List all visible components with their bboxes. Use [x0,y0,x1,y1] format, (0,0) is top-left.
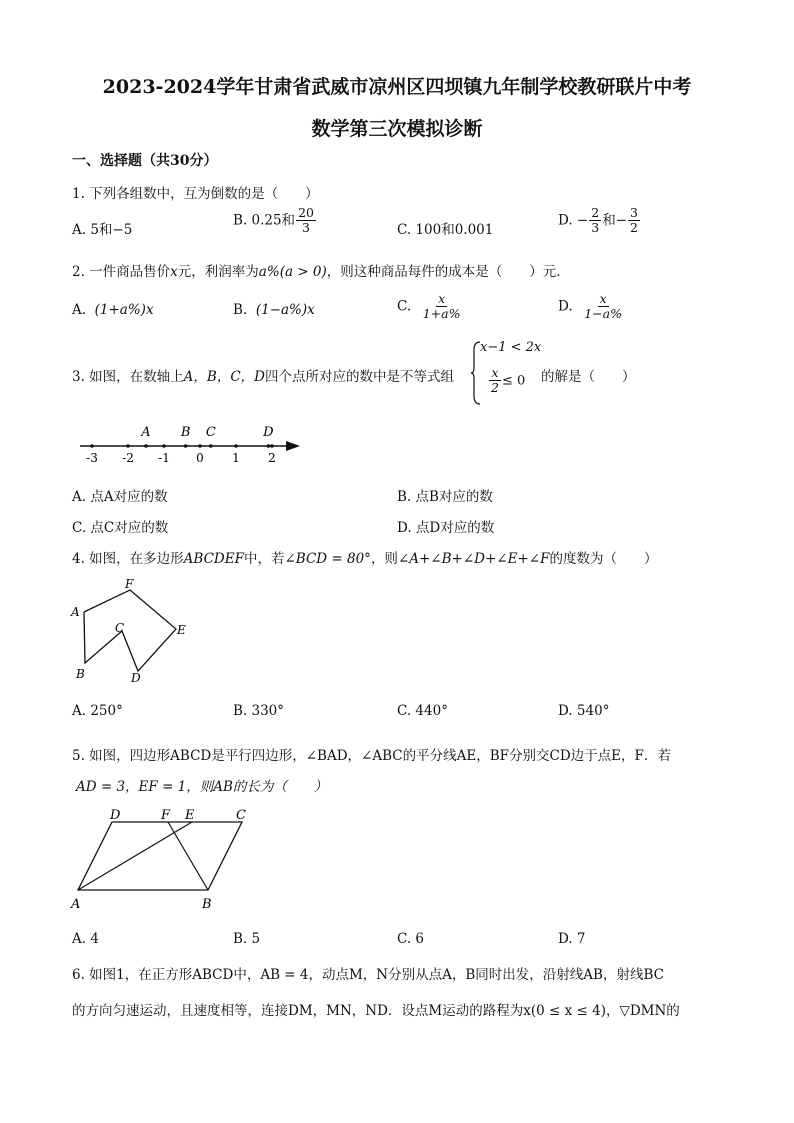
q1-option-a: A. 5和−5 [72,222,133,238]
question-5-line-1: 5. 如图，四边形ABCD是平行四边形，∠BAD，∠ABC的平分线AE，BF分别交CD边于点E，F．若 [72,748,671,764]
question-6-line-2: 的方向匀速运动，且速度相等，连接DM，MN，ND．设点M运动的路程为x(0 ≤ x ≤ 4)，▽DMN的 [72,1003,680,1019]
axis-tick [234,444,238,448]
polygon-figure [66,574,206,689]
q2-option-c: C. $\frac{x}{1+a\%}$ [397,291,461,322]
axis-point-label-d: D [263,425,274,440]
axis-tick-label: 2 [268,451,276,465]
question-4-stem: 4. 如图，在多边形ABCDEF中，若∠BCD = 80°，则∠A+∠B+∠D+∠E+∠F的度数为（ ） [72,551,658,567]
label-c: C [236,808,246,823]
section-heading: 一、选择题（共30分） [72,153,218,169]
inequality-1: x−1 < 2x [480,340,542,355]
question-1-stem: 1. 下列各组数中，互为倒数的是（ ） [72,186,319,202]
axis-tick [198,444,202,448]
q2-option-a: A. (1+a%)x [72,302,154,318]
parallelogram-figure [68,804,288,914]
q3-option-b: B. 点B对应的数 [397,489,493,505]
q2-option-d: D. $\frac{x}{1-a\%}$ [558,291,622,322]
axis-point-label-b: B [180,425,191,440]
axis-point-d [267,444,271,448]
q2-option-b: B. (1−a%)x [233,302,315,318]
question-2-stem: 2. 一件商品售价x元，利润率为a%(a > 0)，则这种商品每件的成本是（ ）元． [72,264,570,280]
axis-point-label-c: C [205,425,216,440]
axis-tick [90,444,94,448]
q5-option-c: C. 6 [397,931,425,947]
label-f: F [161,808,171,823]
label-e: E [185,808,195,823]
q1-option-b: B. 0.25和 $\frac{20}{3}$ [233,205,314,236]
q4-option-b: B. 330° [233,703,285,719]
label-a: A [71,605,80,619]
question-3-stem: 3. 如图，在数轴上A，B，C，D四个点所对应的数中是不等式组 [72,369,454,385]
axis-tick [126,444,130,448]
axis-point-label-a: A [141,425,151,440]
q3-option-c: C. 点C对应的数 [72,520,169,536]
axis-tick [162,444,166,448]
polygon-abcdef [84,590,176,671]
label-e: E [177,623,186,637]
q5-option-d: D. 7 [558,931,586,947]
label-b: B [202,897,212,912]
q1-option-d: D. − $\frac{2}{3}$ 和− $\frac{3}{2}$ [558,205,638,236]
axis-tick-label: -3 [86,451,98,465]
label-f: F [125,577,134,591]
axis-tick-label: 1 [232,451,240,465]
inequality-system [470,340,540,408]
label-a: A [71,897,81,912]
axis-tick-label: -1 [158,451,170,465]
question-3-stem-end: 的解是（ ） [541,369,636,385]
number-line [72,418,312,468]
segment-bf [168,822,208,890]
q3-option-a: A. 点A对应的数 [72,489,168,505]
page-title: 2023-2024学年甘肃省武威市凉州区四坝镇九年制学校教研联片中考 [102,76,692,98]
question-6-line-1: 6. 如图1，在正方形ABCD中，AB = 4，动点M，N分别从点A，B同时出发，沿射线AB，射线BC [72,967,664,983]
q4-option-d: D. 540° [558,703,610,719]
axis-arrow-icon [286,441,300,451]
axis-point-c [209,444,213,448]
q4-option-c: C. 440° [397,703,448,719]
label-b: B [76,667,85,681]
parallelogram-abcd [78,822,242,890]
axis-point-a [144,444,148,448]
label-c: C [115,621,125,635]
axis-tick-label: 0 [196,451,204,465]
q5-option-b: B. 5 [233,931,261,947]
question-5-line-2: AD = 3，EF = 1，则AB的长为（ ） [76,779,328,795]
q5-option-a: A. 4 [72,931,99,947]
q3-option-d: D. 点D对应的数 [397,520,495,536]
inequality-2: $\frac{x}{2}$ ≤ 0 [491,365,526,396]
q1-option-c: C. 100和0.001 [397,222,494,238]
page-subtitle: 数学第三次模拟诊断 [311,118,483,140]
label-d: D [131,671,141,685]
label-d: D [110,808,121,823]
axis-tick-label: -2 [122,451,134,465]
axis-tick [270,444,274,448]
q4-option-a: A. 250° [72,703,123,719]
axis-point-b [184,444,188,448]
